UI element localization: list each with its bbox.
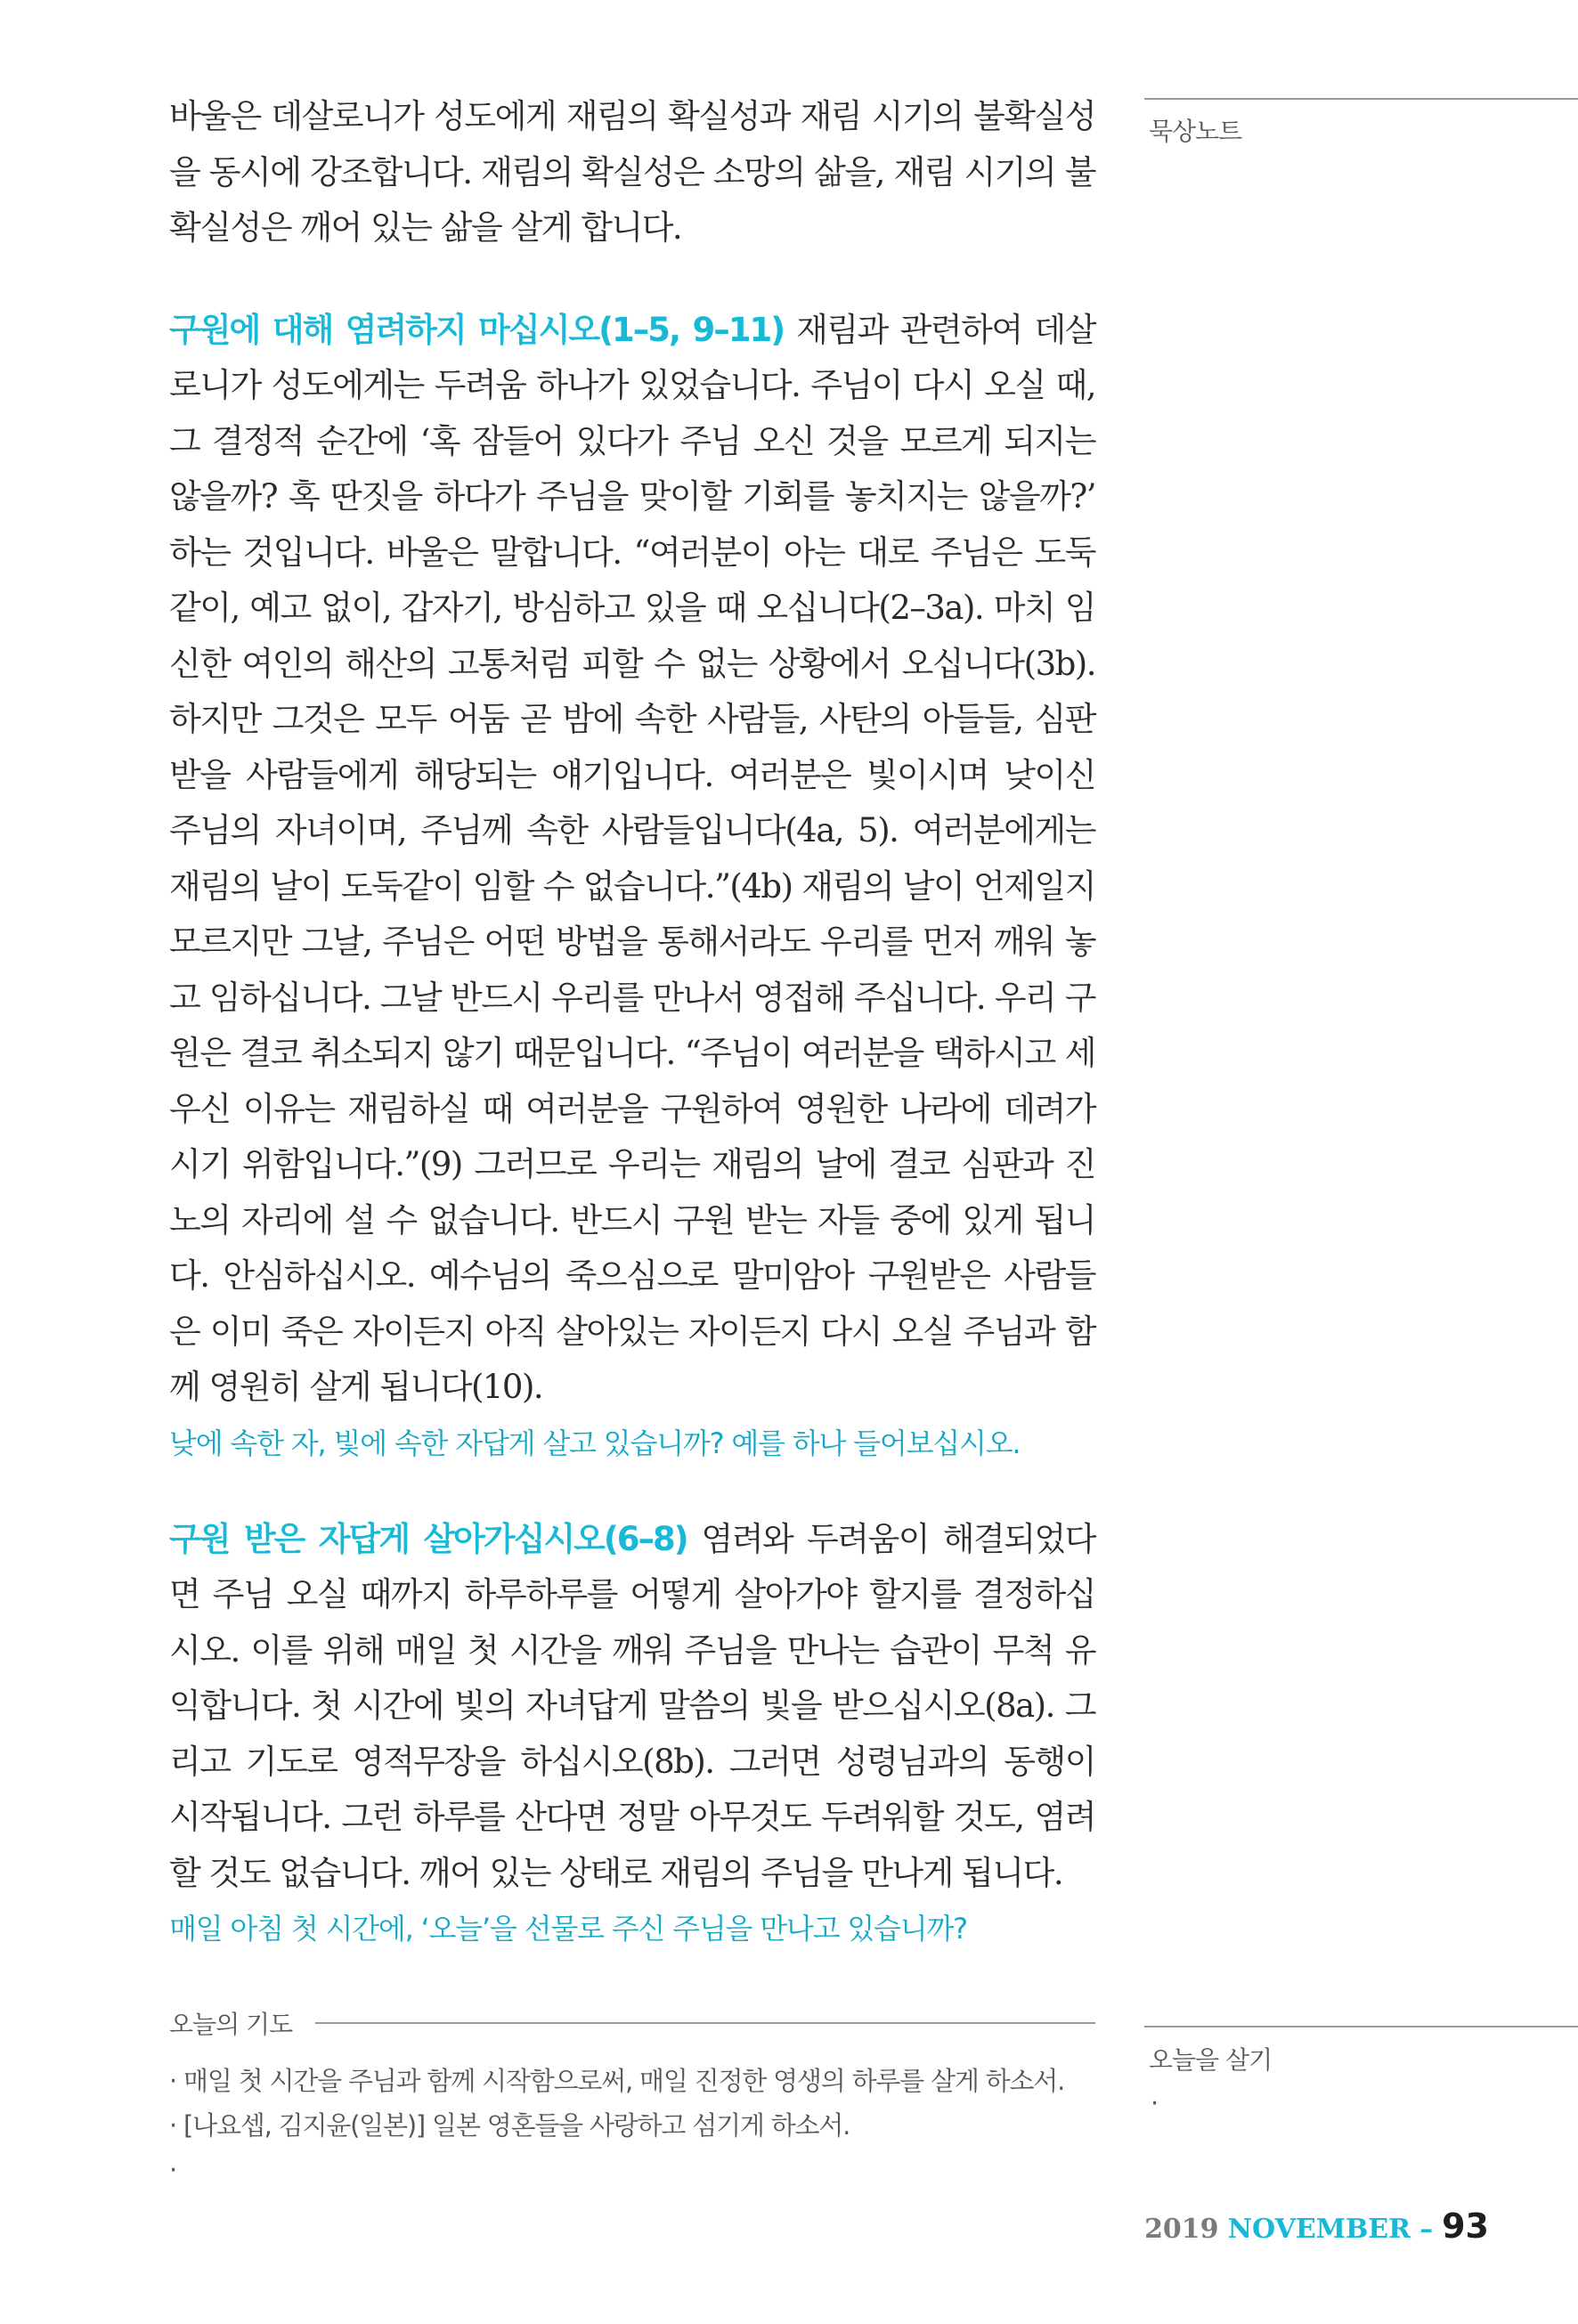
- section2-paragraph: [169, 1512, 1095, 1902]
- sidebar-label-live-today: 오늘을 살기: [1149, 2045, 1273, 2075]
- footer-month: NOVEMBER: [1227, 2214, 1411, 2245]
- main-column: [169, 89, 1095, 1951]
- prayer-item: · 매일 첫 시간을 주님과 함께 시작함으로써, 매일 진정한 영생의 하루를 살게 하소서.: [169, 2066, 1065, 2096]
- section2-heading: 구원 받은 자답게 살아가십시오(6–8): [169, 1519, 687, 1558]
- sidebar-bullet: ·: [1151, 2088, 1159, 2118]
- sidebar-label-meditation-note: 묵상노트: [1149, 117, 1242, 146]
- section2-body: 염려와 두려움이 해결되었다면 주님 오실 때까지 하루하루를 어떻게 살아가야 할지를 결정하십시오. 이를 위해 매일 첫 시간을 깨워 주님을 만나는 습관이 무척 유익합니다. 첫 시간에 빛의 자녀답게 말씀의 빛을 받으십시오(8a). 그리고 기도로 영적무장을 하십시오(8b). 그러면 성령님과의 동행이 시작됩니다. 그런 하루를 산다면 정말 아무것도 두려워할 것도, 염려할 것도 없습니다. 깨어 있는 상태로 재림의 주님을 만나게 됩니다.: [169, 1519, 1095, 1892]
- prayer-header: [169, 2005, 1095, 2041]
- sidebar-bottom-rule: [1144, 2026, 1578, 2027]
- footer-dash: –: [1419, 2214, 1434, 2245]
- prayer-list: [169, 2059, 1095, 2192]
- section1-question: 낮에 속한 자, 빛에 속한 자답게 살고 있습니까? 예를 하나 들어보십시오.: [169, 1426, 1021, 1460]
- sidebar-top-rule: [1144, 98, 1578, 100]
- section1-body: 재림과 관련하여 데살로니가 성도에게는 두려움 하나가 있었습니다. 주님이 다시 오실 때, 그 결정적 순간에 ‘혹 잠들어 있다가 주님 오신 것을 모르게 되지는 않을까? 혹 딴짓을 하다가 주님을 맞이할 기회를 놓치지는 않을까?’ 하는 것입니다. 바울은 말합니다. “여러분이 아는 대로 주님은 도둑같이, 예고 없이, 갑자기, 방심하고 있을 때 오십니다(2–3a). 마치 임신한 여인의 해산의 고통처럼 피할 수 없는 상황에서 오십니다(3b). 하지만 그것은 모두 어둠 곧 밤에 속한 사람들, 사탄의 아들들, 심판받을 사람들에게 해당되는 얘기입니다. 여러분은 빛이시며 낮이신 주님의 자녀이며, 주님께 속한 사람들입니다(4a, 5). 여러분에게는 재림의 날이 도둑같이 임할 수 없습니다.”(4b) 재림의 날이 언제일지 모르지만 그날, 주님은 어떤 방법을 통해서라도 우리를 먼저 깨워 놓고 임하십니다. 그날 반드시 우리를 만나서 영접해 주십니다. 우리 구원은 결코 취소되지 않기 때문입니다. “주님이 여러분을 택하시고 세우신 이유는 재림하실 때 여러분을 구원하여 영원한 나라에 데려가시기 위함입니다.”(9) 그러므로 우리는 재림의 날에 결코 심판과 진노의 자리에 설 수 없습니다. 반드시 구원 받는 자들 중에 있게 됩니다. 안심하십시오. 예수님의 죽으심으로 말미암아 구원받은 사람들은 이미 죽은 자이든지 아직 살아있는 자이든지 다시 오실 주님과 함께 영원히 살게 됩니다(10).: [169, 310, 1095, 1406]
- prayer-item: ·: [169, 2155, 177, 2185]
- section1-paragraph: [169, 303, 1095, 1416]
- prayer-title: 오늘의 기도: [169, 2010, 293, 2039]
- page-number: 93: [1442, 2206, 1489, 2246]
- prayer-section: [169, 2005, 1095, 2192]
- prayer-rule: [315, 2022, 1095, 2024]
- prayer-item: · [나요셉, 김지윤(일본)] 일본 영혼들을 사랑하고 섬기게 하소서.: [169, 2110, 850, 2141]
- section2-question: 매일 아침 첫 시간에, ‘오늘’을 선물로 주신 주님을 만나고 있습니까?: [169, 1912, 967, 1946]
- section1-heading: 구원에 대해 염려하지 마십시오(1–5, 9–11): [169, 310, 785, 349]
- page-footer: [1144, 2206, 1489, 2246]
- intro-paragraph: 바울은 데살로니가 성도에게 재림의 확실성과 재림 시기의 불확실성을 동시에 강조합니다. 재림의 확실성은 소망의 삶을, 재림 시기의 불확실성은 깨어 있는 삶을 살게 합니다.: [169, 97, 1095, 247]
- footer-year: 2019: [1144, 2214, 1219, 2245]
